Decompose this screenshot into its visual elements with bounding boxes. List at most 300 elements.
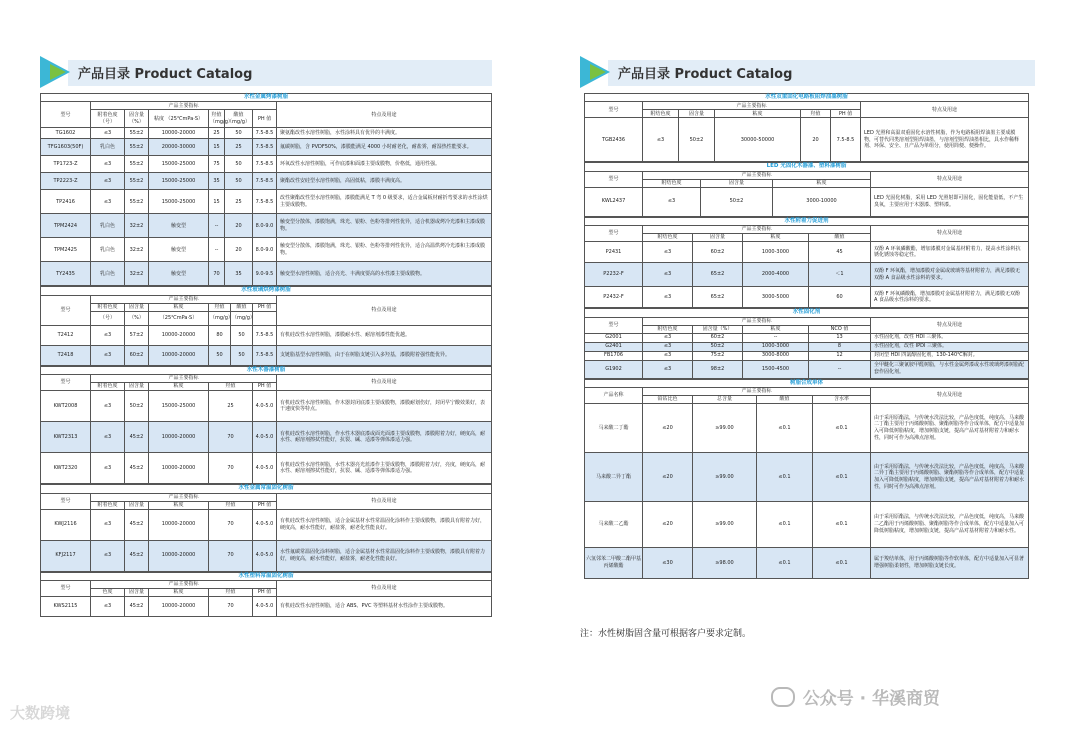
cell: 55±2 (125, 156, 149, 173)
main-index-header: 产品主要指标 (91, 493, 277, 501)
col-model-header: 型号 (41, 295, 91, 325)
cell: 触变型 (149, 238, 209, 262)
cell-model: TG1602 (41, 128, 91, 139)
cell: 30000-50000 (715, 118, 801, 162)
main-index-header: 产品主要指标 (91, 375, 277, 383)
cell-desc: 水性固化剂，改性 HDI 三聚体。 (871, 333, 1029, 342)
cell: ≤20 (643, 453, 693, 502)
cell: ≥99.00 (693, 404, 757, 453)
col-header: 粘度 (149, 589, 209, 597)
spec-table-pcb-ink (584, 93, 1029, 162)
table-row (585, 287, 1029, 308)
col-header: 铂钴比色 (643, 396, 693, 404)
header-triangle-accent-icon (590, 64, 606, 80)
cell: -- (209, 238, 225, 262)
cell: ≤0.1 (757, 548, 813, 579)
col-unit (253, 311, 277, 325)
cell: ≤0.1 (757, 502, 813, 548)
cell: -- (809, 360, 871, 378)
cell-desc: 双酚 A 环氧磷酸酯，增加漆膜对金属基材附着力，提高水性涂料抗锈化锈蚀等稳定性。 (871, 242, 1029, 263)
cell: 乳白色 (91, 139, 125, 156)
cell: -- (209, 214, 225, 238)
main-index-header: 产品主要指标 (91, 102, 277, 110)
watermark-brand: 大数跨境 (10, 704, 71, 722)
col-model-header: 型号 (41, 581, 91, 597)
col-header: 固含量 (693, 234, 743, 242)
cell-model: 六氢邻苯二甲酸二酯甲基丙烯酸酯 (585, 548, 643, 579)
table-row (41, 325, 492, 345)
cell-desc: 触变型分散体，漆膜饱满，珠光、银粉、色粉等排列性优异，适合高温烘烤冷光漆和主漆成膜物。 (277, 238, 492, 262)
table-row (41, 128, 492, 139)
cell: 7.5-8.5 (253, 156, 277, 173)
cell: 15000-25000 (149, 190, 209, 214)
cell: 32±2 (125, 238, 149, 262)
cell: 20 (801, 118, 831, 162)
cell: 65±2 (693, 287, 743, 308)
cell: 3000-10000 (773, 187, 871, 216)
cell: ≤3 (91, 345, 125, 365)
cell: 50 (231, 345, 253, 365)
spec-table-adhesion (584, 217, 1029, 308)
cell: 10000-20000 (149, 540, 209, 571)
table-row (585, 351, 1029, 360)
col-header: 附结色度 (643, 179, 701, 187)
table-row (41, 214, 492, 238)
cell: 55±2 (125, 173, 149, 190)
left-tables (40, 93, 492, 617)
cell: ≤3 (91, 325, 125, 345)
cell: 1500-4500 (743, 360, 809, 378)
col-header: 羟值 (801, 110, 831, 118)
cell: ≤3 (643, 287, 693, 308)
table-row (41, 156, 492, 173)
col-unit: （25℃mPa·S） (149, 311, 209, 325)
cell: ≥98.00 (693, 548, 757, 579)
cell-model: KWT2008 (41, 391, 91, 422)
cell-desc: 由于采用原酯法，与传统水洗法比较，产品色度低，纯度高，马来酸二丁酯主要用于丙烯酸树脂、聚酯树脂等作合成单体，配方中适量加入可降低树脂粘度，增加树脂支链，提高产品对基材附着力和耐水性，同时可作为高沸点溶剂。 (871, 404, 1029, 453)
cell-model: FB1706 (585, 351, 643, 360)
feature-header: 特点及用途 (861, 102, 1029, 118)
col-header: 粘度 (743, 234, 809, 242)
col-header: PH 值 (253, 303, 277, 311)
cell: 8.0-9.0 (253, 238, 277, 262)
cell: 25 (225, 139, 253, 156)
cell: 32±2 (125, 262, 149, 286)
cell: 8 (809, 342, 871, 351)
cell: 60±2 (125, 345, 149, 365)
table-row (585, 342, 1029, 351)
cell: ≤3 (91, 156, 125, 173)
cell-model: 马来酸二丁酯 (585, 404, 643, 453)
cell-model: T2412 (41, 325, 91, 345)
col-header: 粘度 (715, 110, 801, 118)
cell: 98±2 (693, 360, 743, 378)
col-model-header: 型号 (585, 226, 643, 242)
col-header: PH 值 (253, 383, 277, 391)
cell: 触变型 (149, 262, 209, 286)
table-row (41, 391, 492, 422)
feature-header: 特点及用途 (277, 102, 492, 128)
cell-model: TP2223-Z (41, 173, 91, 190)
cell-desc: 有机硅改性水溶性树脂，水性木器亮光蓝漆作主要成膜物，漆膜附着力好，亮度，硬度高，耐水性、耐溶剂擦拭性能好，抗裂、碱、适漆等弹体漆适力强。 (277, 453, 492, 484)
main-index-header: 产品主要指标 (91, 295, 277, 303)
col-header: 附着色度 (91, 303, 125, 311)
cell: 75±2 (693, 351, 743, 360)
col-unit: （号） (91, 311, 125, 325)
cell-model: KFJ2117 (41, 540, 91, 571)
section-title: 水性附着力促进剂 (585, 217, 1029, 225)
col-header: 色度 (91, 589, 125, 597)
cell-desc: 聚酯改性安硅型水溶性树脂，高固低粘，漆膜丰满度高。 (277, 173, 492, 190)
table-row (41, 597, 492, 617)
cell-model: KWS2115 (41, 597, 91, 617)
feature-header: 特点及用途 (277, 375, 492, 391)
cell: 4.0-5.0 (253, 391, 277, 422)
table-row (585, 333, 1029, 342)
cell-desc: 水性固化剂，改性 IPDI 三聚体。 (871, 342, 1029, 351)
col-model-header: 型号 (585, 171, 643, 187)
col-unit: （%） (125, 311, 149, 325)
cell-model: TY2435 (41, 262, 91, 286)
cell: 7.5-8.5 (253, 325, 277, 345)
section-title: 水性塑料常温固化树脂 (41, 572, 492, 580)
main-index-header: 产品主要指标 (643, 317, 871, 325)
cell-desc: 水性氟碳常温固化涂料树脂，适合金属基材水性常温固化涂料作主要成膜物，漆膜具有附着力好，硬度高，耐水性能好，耐盐雾，耐老化性能良好。 (277, 540, 492, 571)
cell: 45±2 (125, 422, 149, 453)
cell: 50 (209, 345, 231, 365)
cell-model: KWL2437 (585, 187, 643, 216)
col-header: 粘度 (743, 325, 809, 333)
cell: 10000-20000 (149, 597, 209, 617)
cell: 45±2 (125, 453, 149, 484)
col-header: 粘度 (149, 501, 209, 509)
table-row (41, 422, 492, 453)
table-row (41, 509, 492, 540)
catalog-header-right (580, 56, 1035, 88)
cell-desc: 双酚 F 环氧酯，增加漆膜对金属或玻璃等基材附着力，满足漆膜无双酚 A 食品级水性涂料的要求。 (871, 263, 1029, 287)
table-row (41, 190, 492, 214)
cell: ≤0.1 (813, 404, 871, 453)
col-header: 附着色度 （号） (91, 110, 125, 128)
cell-desc: 由于采用原酯法，与传统水洗法比较，产品色度低，纯度高，马来酸二乙酯用于丙烯酸树脂、聚酯树脂等作合成单体，配方中适量加入可降低树脂粘度，增加树脂支链，提高产品对基材附着力和耐水性。 (871, 502, 1029, 548)
right-page (540, 0, 1080, 738)
cell: 45 (809, 242, 871, 263)
cell: ≤3 (643, 118, 679, 162)
col-header: 固含量 （%） (125, 110, 149, 128)
table-row (41, 540, 492, 571)
col-model-header: 型号 (585, 102, 643, 118)
table-row (41, 173, 492, 190)
cell: 10000-20000 (149, 453, 209, 484)
table-row (585, 263, 1029, 287)
cell: 70 (209, 509, 253, 540)
section-title: LED 光固化木器漆、塑料漆树脂 (585, 163, 1029, 171)
cell: ≤3 (91, 190, 125, 214)
cell-model: KWT2320 (41, 453, 91, 484)
cell: 3000-5000 (743, 287, 809, 308)
cell-model: TFG1603(50F) (41, 139, 91, 156)
col-header: PH 值 (253, 110, 277, 128)
table-row (585, 548, 1029, 579)
cell: ≥99.00 (693, 502, 757, 548)
cell: 75 (209, 156, 225, 173)
cell: ≤3 (91, 540, 125, 571)
col-header: 固含量（%） (693, 325, 743, 333)
cell-desc: 由于采用原酯法，与传统水洗法比较，产品色度低，纯度高，马来酸二异丁酯主要用于丙烯酸树脂、聚酯树脂等作合成单体，配方中适量加入可降低树脂粘度，增加树脂支链，提高产品对基材附着力和耐水性，同时可作为高沸点溶剂。 (871, 453, 1029, 502)
cell: 70 (209, 422, 253, 453)
cell: 50 (225, 156, 253, 173)
cell: ≤20 (643, 502, 693, 548)
section-title: 水性双重固化电路板阻焊油墨树脂 (585, 94, 1029, 102)
cell: 10000-20000 (149, 345, 209, 365)
section-title: 水性固化剂 (585, 309, 1029, 317)
cell: 45±2 (125, 509, 149, 540)
spec-table-curing-agent (584, 308, 1029, 378)
cell: ≤3 (91, 597, 125, 617)
col-header: 固含量 (125, 383, 149, 391)
cell: 25 (209, 128, 225, 139)
cell-desc: 触变型分散体，漆膜饱满，珠光、银粉、色粉等排列性优异，适合机器或烤冷光漆和主漆成膜物。 (277, 214, 492, 238)
section-title: 水性木器漆树脂 (41, 366, 492, 374)
cell: 4.0-5.0 (253, 422, 277, 453)
cell: 4.0-5.0 (253, 509, 277, 540)
cell-desc: 有机硅改性水溶性树脂，作木器封闭底漆主要成膜物，漆膜耐划伤好，封闭早宁酸效果好，表干速度快等特点。 (277, 391, 492, 422)
cell: 50 (225, 173, 253, 190)
cell-model: TGB2436 (585, 118, 643, 162)
cell: 1000-3000 (743, 242, 809, 263)
table-row (585, 118, 1029, 162)
cell: 9.0-9.5 (253, 262, 277, 286)
cell-desc: 触变型水溶性树脂，适合亮光、丰满度要高的水性漆主要成膜物。 (277, 262, 492, 286)
cell-desc: 双酚 F 环氧磷酸酯，增加漆膜对金属基材附着力，满足漆膜无双酚 A 食品级水性涂料的要求。 (871, 287, 1029, 308)
cell: 10000-20000 (149, 509, 209, 540)
right-tables (584, 93, 1029, 579)
cell: ≤0.1 (813, 453, 871, 502)
cell-desc: 聚氨酯改性水溶性树脂，水性涂料具有优异的丰满度。 (277, 128, 492, 139)
spec-table-metal-ambient (40, 484, 492, 571)
cell-desc: LED 光固化树脂，采用 LED 光照射即可固化，固化能量低，不产生臭氧，主要应用于木器漆、塑料漆。 (871, 187, 1029, 216)
cell: 2000-4000 (743, 263, 809, 287)
spec-table-metal-bake (40, 93, 492, 286)
feature-header: 特点及用途 (871, 388, 1029, 404)
cell-desc: 环氧改性水溶性树脂，可作底漆和面漆主要成膜物，价格低，通用性强。 (277, 156, 492, 173)
cell: 20 (225, 238, 253, 262)
table-row (585, 360, 1029, 378)
cell-desc: 改性聚酯改性型水溶性树脂，漆膜能满足 T 弯 0 级要求，适合金属板材耐折弯要求的水性涂烘主要成膜物。 (277, 190, 492, 214)
table-row (41, 453, 492, 484)
cell-model: TP2416 (41, 190, 91, 214)
page-title: 产品目录 Product Catalog (78, 67, 253, 82)
col-header: 固含量 (679, 110, 715, 118)
cell-model: TP1723-Z (41, 156, 91, 173)
cell: 50±2 (125, 391, 149, 422)
cell: 70 (209, 597, 253, 617)
table-row (585, 242, 1029, 263)
col-header: 附着色度 (91, 383, 125, 391)
main-index-header: 产品主要指标 (643, 171, 871, 179)
cell: 10000-20000 (149, 128, 209, 139)
cell: 触变型 (149, 214, 209, 238)
cell: 15000-25000 (149, 173, 209, 190)
cell: 60 (809, 287, 871, 308)
table-row (585, 187, 1029, 216)
col-model-header: 型号 (585, 317, 643, 333)
cell-desc: 属于羧结单体，用于丙烯酸树脂等作软单体，配方中适量加入可显著增强树脂柔韧性，增加树脂支链长度。 (871, 548, 1029, 579)
cell: 7.5-8.5 (253, 139, 277, 156)
wechat-icon (771, 687, 795, 707)
footnote: 注：水性树脂固含量可根据客户要求定制。 (580, 629, 752, 639)
col-header: 羟值 （mg/g） (209, 110, 225, 128)
cell: ≤0.1 (757, 453, 813, 502)
col-header: 固含量 (125, 501, 149, 509)
col-model-header: 型号 (41, 375, 91, 391)
col-header: 羟值 (209, 501, 253, 509)
cell-desc: 有机硅改性水溶性树脂，作水性木器底漆或面光面漆主要成膜物，漆膜附着力好，硬度高，耐水性、耐溶剂擦拭性能好，抗裂、碱、适漆等弹体漆适力强。 (277, 422, 492, 453)
col-header: 粘度 (149, 303, 209, 311)
table-row (585, 502, 1029, 548)
cell: ≤3 (643, 351, 693, 360)
col-header: 附着色度 (91, 501, 125, 509)
feature-header: 特点及用途 (871, 171, 1029, 187)
feature-header: 特点及用途 (277, 581, 492, 597)
cell: 7.5-8.5 (831, 118, 861, 162)
page-title: 产品目录 Product Catalog (618, 67, 793, 82)
cell: ≤3 (91, 391, 125, 422)
col-header: 固含量 (701, 179, 773, 187)
cell: 57±2 (125, 325, 149, 345)
cell: ≤3 (643, 333, 693, 342)
cell: 50±2 (693, 342, 743, 351)
cell: -- (743, 333, 809, 342)
main-index-header: 产品主要指标 (91, 581, 277, 589)
cell: 70 (209, 453, 253, 484)
cell: 20000-30000 (149, 139, 209, 156)
cell-model: 马来酸二异丁酯 (585, 453, 643, 502)
col-header: 附结色度 (643, 110, 679, 118)
cell-desc: LED 光照和高温双重固化水溶性树脂，作为电路板阻焊油墨主要成膜物，可替代同类溶剂型阻焊油墨，与溶剂型阻焊油墨相比，具水作稀释剂、环保、安全、且产品为单组分，使用简便、便操作。 (861, 118, 1029, 162)
cell: 15000-25000 (149, 156, 209, 173)
cell: ≤3 (91, 509, 125, 540)
cell: ≤0.1 (757, 404, 813, 453)
cell: 4.0-5.0 (253, 540, 277, 571)
cell: 55±2 (125, 190, 149, 214)
col-header: 羟值 (209, 303, 231, 311)
col-header: 固含量 (125, 303, 149, 311)
header-triangle-accent-icon (50, 64, 66, 80)
col-header: 粘度 (773, 179, 871, 187)
section-title: 树脂合成单体 (585, 379, 1029, 387)
cell: 45±2 (125, 597, 149, 617)
col-header: 酸值 (757, 396, 813, 404)
cell: 70 (209, 262, 225, 286)
col-header: 附结色度 (643, 234, 693, 242)
col-model-header: 产品名称 (585, 388, 643, 404)
cell-model: P2431 (585, 242, 643, 263)
cell: 乳白色 (91, 262, 125, 286)
cell: 7.5-8.5 (253, 173, 277, 190)
col-header: 固含量 (125, 589, 149, 597)
cell: 60±2 (693, 242, 743, 263)
cell: ≤3 (643, 342, 693, 351)
cell: 45±2 (125, 540, 149, 571)
section-title: 水性金属烤漆树脂 (41, 94, 492, 102)
cell: 10000-20000 (149, 422, 209, 453)
feature-header: 特点及用途 (277, 295, 492, 325)
col-header: 酸值 (809, 234, 871, 242)
cell: ≤3 (643, 360, 693, 378)
table-row (585, 453, 1029, 502)
cell: 4.0-5.0 (253, 597, 277, 617)
section-title: 水性金属常温固化树脂 (41, 485, 492, 493)
col-unit: （mg/g） (209, 311, 231, 325)
cell-model: KWT2313 (41, 422, 91, 453)
cell: ＜1 (809, 263, 871, 287)
col-header: 酸值 （mg/g） (225, 110, 253, 128)
cell-desc: 氟碳树脂，含 PVDF50%，漆膜能满足 4000 小时耐老化，耐盐雾，耐湿热性能要求。 (277, 139, 492, 156)
cell-model: TPM2424 (41, 214, 91, 238)
cell-model: TPM2425 (41, 238, 91, 262)
spec-table-led-uv (584, 162, 1029, 216)
cell: 55±2 (125, 139, 149, 156)
cell-desc: 封闭型 HDI 四氯醇固化剂，130-140℃解封。 (871, 351, 1029, 360)
cell: 70 (209, 540, 253, 571)
catalog-header-left (40, 56, 492, 88)
feature-header: 特点及用途 (871, 226, 1029, 242)
feature-header: 特点及用途 (871, 317, 1029, 333)
cell: ≤30 (643, 548, 693, 579)
cell: 15 (209, 139, 225, 156)
cell: ≤0.1 (813, 548, 871, 579)
cell: ≤3 (643, 263, 693, 287)
cell: 10000-20000 (149, 325, 209, 345)
cell-model: P2432-F (585, 287, 643, 308)
cell: ≥99.00 (693, 453, 757, 502)
col-model-header: 型号 (41, 102, 91, 128)
col-header: PH 值 (253, 501, 277, 509)
cell: 20 (225, 214, 253, 238)
spec-table-monomer (584, 379, 1029, 579)
main-index-header: 产品主要指标 (643, 388, 871, 396)
cell: ≤3 (643, 242, 693, 263)
cell: 1000-3000 (743, 342, 809, 351)
cell-model: P2232-F (585, 263, 643, 287)
cell: ≤3 (91, 422, 125, 453)
col-header: 总含量 (693, 396, 757, 404)
cell-desc: 支链脂基型水溶性树脂，由于在树脂支链引入多羟基，漆膜附着强性能优异。 (277, 345, 492, 365)
cell-desc: 有机硅改性水溶性树脂，适合金属基材水性常温固化涂料作主要成膜物，漆膜具有附着力好，硬度高，耐水性能好，耐盐雾，耐老化性能良好。 (277, 509, 492, 540)
table-row (41, 262, 492, 286)
cell: 25 (225, 190, 253, 214)
cell: 乳白色 (91, 214, 125, 238)
cell: 25 (209, 391, 253, 422)
cell: 4.0-5.0 (253, 453, 277, 484)
cell: 7.5-8.5 (253, 190, 277, 214)
spec-table-wood (40, 366, 492, 484)
cell: 乳白色 (91, 238, 125, 262)
cell: 12 (809, 351, 871, 360)
col-model-header: 型号 (41, 493, 91, 509)
cell: 32±2 (125, 214, 149, 238)
col-header: 羟值 (209, 383, 253, 391)
table-row (41, 238, 492, 262)
cell: ≤3 (91, 173, 125, 190)
cell-model: G1902 (585, 360, 643, 378)
cell: 15 (209, 190, 225, 214)
cell: 50±2 (701, 187, 773, 216)
cell: 60±2 (693, 333, 743, 342)
watermark-wechat (771, 684, 940, 709)
cell-desc: 有机硅改性水溶性树脂，漆膜耐水性、耐溶剂漆性能优越。 (277, 325, 492, 345)
